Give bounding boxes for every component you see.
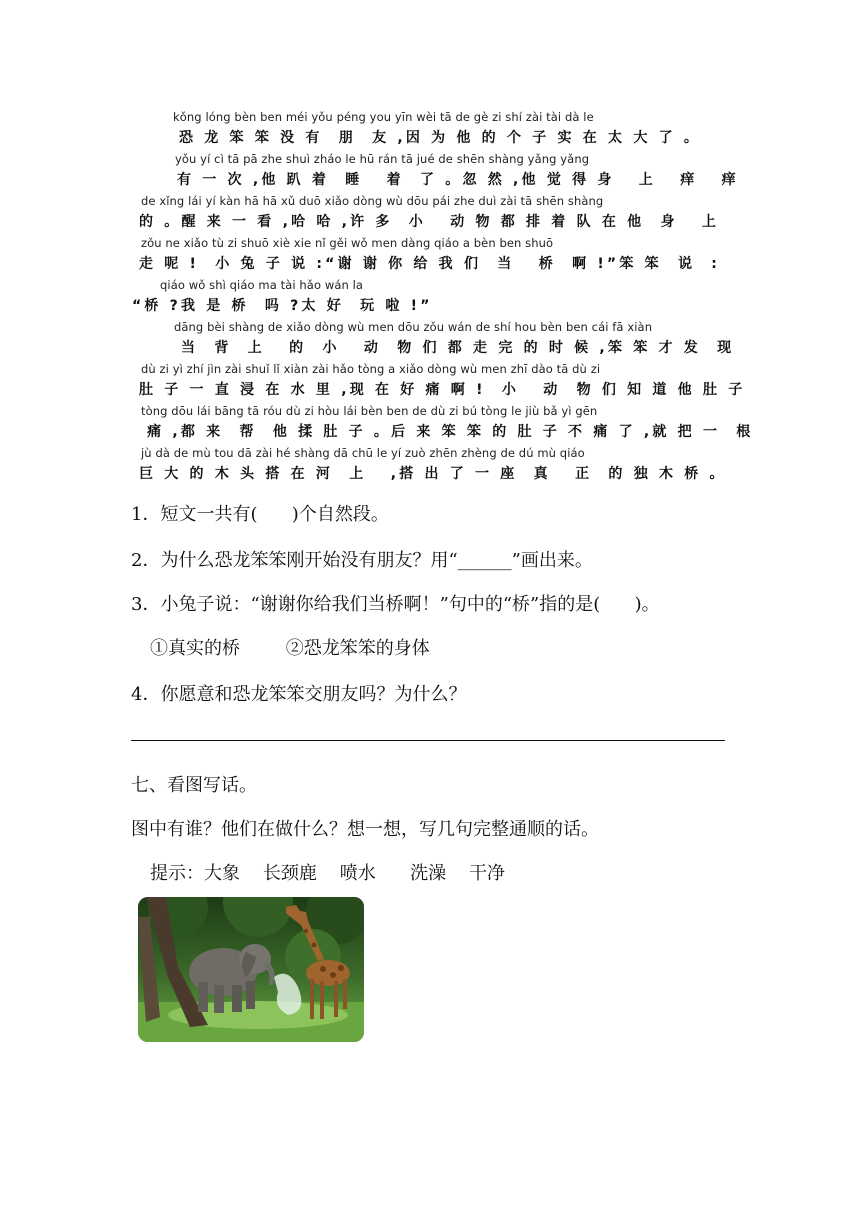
pinyin-line-7: dù zi yì zhí jìn zài shuǐ lǐ xiàn zài hǎo tòng a xiǎo dòng wù men zhī dào tā dù zi bbox=[141, 362, 601, 376]
pinyin-line-3: de xǐng lái yí kàn hā hā xǔ duō xiǎo dòng wù dōu pái zhe duì zài tā shēn shàng bbox=[141, 194, 604, 208]
photo-illustration bbox=[138, 897, 364, 1042]
elephant-giraffe-photo bbox=[138, 897, 364, 1042]
question-1: 1．短文一共有( )个自然段。 bbox=[131, 504, 389, 525]
hanzi-line-2: 有 一 次 ,他 趴 着 睡 着 了 。忽 然 ,他 觉 得 身 上 痒 痒 bbox=[177, 172, 739, 188]
hanzi-line-5: “桥 ?我 是 桥 吗 ?太 好 玩 啦 !” bbox=[132, 298, 433, 314]
pinyin-line-5: qiáo wǒ shì qiáo ma tài hǎo wán la bbox=[160, 278, 364, 292]
hanzi-line-4: 走 呢 ! 小 兔 子 说 :“谢 谢 你 给 我 们 当 桥 啊 !”笨 笨 说 : bbox=[139, 256, 721, 272]
hanzi-line-3: 的 。醒 来 一 看 ,哈 哈 ,许 多 小 动 物 都 排 着 队 在 他 身 上 bbox=[139, 214, 720, 230]
section-7-hint: 提示：大象 长颈鹿 喷水 洗澡 干净 bbox=[150, 863, 505, 884]
answer-line[interactable] bbox=[131, 740, 725, 741]
hanzi-line-1: 恐 龙 笨 笨 没 有 朋 友 ,因 为 他 的 个 子 实 在 太 大 了 。 bbox=[179, 130, 702, 146]
hanzi-line-8: 痛 ,都 来 帮 他 揉 肚 子 。后 来 笨 笨 的 肚 子 不 痛 了 ,就 把 一 根 bbox=[139, 424, 754, 440]
question-4: 4．你愿意和恐龙笨笨交朋友吗？为什么？ bbox=[131, 684, 467, 705]
pinyin-line-9: jù dà de mù tou dā zài hé shàng dā chū le yí zuò zhēn zhèng de dú mù qiáo bbox=[141, 446, 585, 460]
pinyin-line-4: zǒu ne xiǎo tù zi shuō xiè xie nǐ gěi wǒ men dàng qiáo a bèn ben shuō bbox=[141, 236, 554, 250]
hanzi-line-9: 巨 大 的 木 头 搭 在 河 上 ,搭 出 了 一 座 真 正 的 独 木 桥 。 bbox=[139, 466, 727, 482]
pinyin-line-8: tòng dōu lái bāng tā róu dù zi hòu lái bèn ben de dù zi bú tòng le jiù bǎ yì gēn bbox=[141, 404, 598, 418]
question-3: 3．小兔子说：“谢谢你给我们当桥啊！”句中的“桥”指的是( )。 bbox=[131, 594, 660, 615]
pinyin-line-1: kǒng lóng bèn ben méi yǒu péng you yīn wèi tā de gè zi shí zài tài dà le bbox=[173, 110, 594, 124]
hanzi-line-6: 当 背 上 的 小 动 物 们 都 走 完 的 时 候 ,笨 笨 才 发 现 bbox=[181, 340, 735, 356]
section-7-instruction: 图中有谁？他们在做什么？想一想，写几句完整通顺的话。 bbox=[131, 819, 599, 840]
pinyin-line-6: dāng bèi shàng de xiǎo dòng wù men dōu zǒu wán de shí hou bèn ben cái fā xiàn bbox=[174, 320, 653, 334]
pinyin-line-2: yǒu yí cì tā pā zhe shuì zháo le hū rán tā jué de shēn shàng yǎng yǎng bbox=[175, 152, 590, 166]
question-2: 2．为什么恐龙笨笨刚开始没有朋友？用“______”画出来。 bbox=[131, 550, 593, 571]
hanzi-line-7: 肚 子 一 直 浸 在 水 里 ,现 在 好 痛 啊 ! 小 动 物 们 知 道 他 肚 子 bbox=[139, 382, 746, 398]
section-7-title: 七、看图写话。 bbox=[131, 775, 257, 796]
question-3-options: ①真实的桥 ②恐龙笨笨的身体 bbox=[150, 638, 430, 659]
